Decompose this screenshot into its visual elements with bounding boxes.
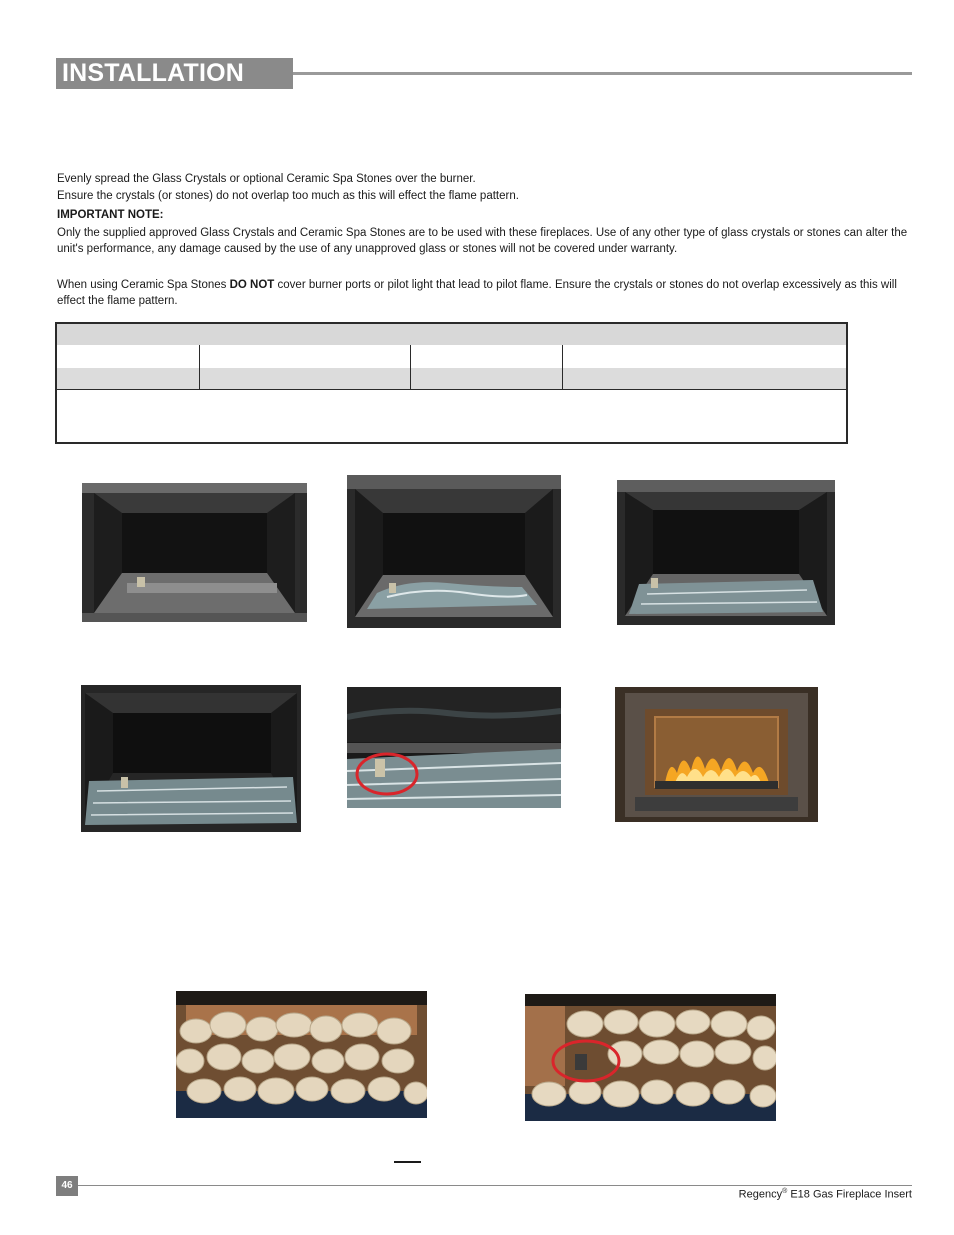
pilot-closeup-photo	[347, 687, 561, 808]
footer-registered-mark: ®	[782, 1188, 788, 1195]
footer-brand: Regency	[738, 1188, 783, 1201]
table-row	[57, 345, 846, 369]
spa-stones-pilot-photo	[525, 994, 776, 1121]
spa-note-before: When using Ceramic Spa Stones	[57, 279, 230, 291]
spa-stones-note	[57, 277, 915, 309]
footer-product-name	[739, 1188, 912, 1201]
table-row	[57, 368, 846, 390]
instruction-line-2: Ensure the crystals (or stones) do not overlap too much as this will effect the flame pattern.	[57, 190, 519, 202]
header-rule	[293, 72, 912, 75]
instruction-line-1: Evenly spread the Glass Crystals or optional Ceramic Spa Stones over the burner.	[57, 173, 476, 185]
spa-note-bold: DO NOT	[229, 279, 275, 291]
firebox-partial-crystals-photo	[347, 475, 561, 628]
footer-product: E18 Gas Fireplace Insert	[787, 1188, 912, 1201]
table-column-divider	[199, 345, 200, 389]
firebox-empty-photo	[82, 483, 307, 622]
table-column-divider	[410, 345, 411, 389]
footer-rule	[78, 1185, 912, 1186]
important-note-text: Only the supplied approved Glass Crystals and Ceramic Spa Stones are to be used with these fireplaces. Use of any other type of glass crystals or stones can alter the unit's performance, any damage caused by the use of any unapproved glass or stones will not be covered under warranty.	[57, 227, 908, 255]
lit-fireplace-photo	[615, 687, 818, 822]
firebox-spread-crystals-photo	[617, 480, 835, 625]
firebox-full-crystals-photo	[81, 685, 301, 832]
page-number: 46	[56, 1176, 78, 1196]
crystal-kit-table	[55, 322, 848, 444]
section-title: INSTALLATION	[62, 59, 245, 87]
spa-note-after: cover burner ports or pilot light that lead to pilot flame. Ensure the crystals or stones do not overlap excessively as this will effect the flame pattern.	[57, 279, 897, 307]
important-note-label: IMPORTANT NOTE:	[57, 209, 164, 221]
table-header-row	[57, 324, 846, 346]
spa-stones-photo	[176, 991, 427, 1118]
short-divider	[394, 1161, 421, 1163]
table-column-divider	[562, 345, 563, 389]
